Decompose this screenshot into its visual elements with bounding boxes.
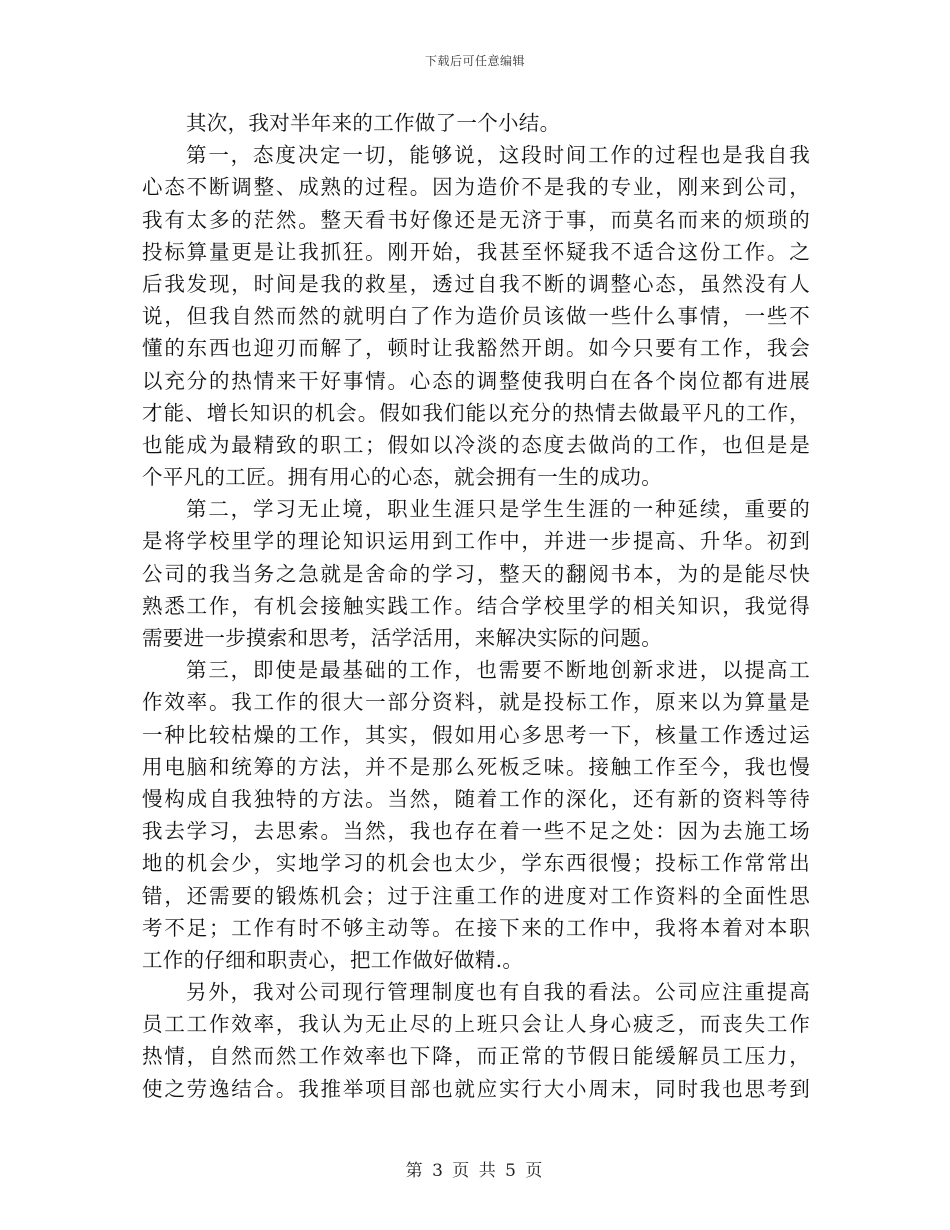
paragraph-line: 个平凡的工匠。拥有用心的心态，就会拥有一生的成功。 (142, 465, 662, 490)
paragraph-line: 我有太多的茫然。整天看书好像还是无济于事，而莫名而来的烦琐的 (142, 207, 810, 232)
paragraph-line: 用电脑和统筹的方法，并不是那么死板乏味。接触工作至今，我也慢 (142, 754, 810, 779)
paragraph-line: 公司的我当务之急就是舍命的学习，整天的翻阅书本，为的是能尽快 (142, 561, 810, 586)
paragraph-line: 慢构成自我独特的方法。当然，随着工作的深化，还有新的资料等待 (142, 786, 810, 811)
paragraph-line: 一种比较枯燥的工作，其实，假如用心多思考一下，核量工作透过运 (142, 722, 810, 747)
paragraph-line: 说，但我自然而然的就明白了作为造价员该做一些什么事情，一些不 (142, 304, 810, 329)
paragraph-line: 投标算量更是让我抓狂。刚开始，我甚至怀疑我不适合这份工作。之 (142, 239, 810, 264)
paragraph-line: 热情，自然而然工作效率也下降，而正常的节假日能缓解员工压力， (142, 1044, 810, 1069)
paragraph-line: 懂的东西也迎刃而解了，顿时让我豁然开朗。如今只要有工作，我会 (142, 336, 810, 361)
paragraph-line: 另外，我对公司现行管理制度也有自我的看法。公司应注重提高 (186, 980, 810, 1005)
paragraph-line: 也能成为最精致的职工；假如以冷淡的态度去做尚的工作，也但是是 (142, 432, 810, 457)
paragraph-line: 需要进一步摸索和思考，活学活用，来解决实际的问题。 (142, 626, 662, 650)
paragraph-line: 员工工作效率，我认为无止尽的上班只会让人身心疲乏，而丧失工作 (142, 1012, 810, 1037)
paragraph-line: 地的机会少，实地学习的机会也太少，学东西很慢；投标工作常常出 (142, 851, 810, 876)
paragraph-line: 错，还需要的锻炼机会；过于注重工作的进度对工作资料的全面性思 (142, 883, 810, 908)
document-body (142, 107, 810, 1105)
paragraph-line: 工作的仔细和职责心，把工作做好做精.。 (142, 947, 524, 972)
paragraph-line: 后我发现，时间是我的救星，透过自我不断的调整心态，虽然没有人 (142, 271, 810, 296)
paragraph-line: 第三，即使是最基础的工作，也需要不断地创新求进，以提高工 (186, 658, 810, 683)
paragraph-line: 第一，态度决定一切，能够说，这段时间工作的过程也是我自我 (186, 143, 810, 168)
paragraph-line: 是将学校里学的理论知识运用到工作中，并进一步提高、升华。初到 (142, 529, 810, 554)
paragraph-line: 第二，学习无止境，职业生涯只是学生生涯的一种延续，重要的 (186, 497, 810, 522)
paragraph-line: 熟悉工作，有机会接触实践工作。结合学校里学的相关知识，我觉得 (142, 593, 810, 618)
paragraph-line: 考不足；工作有时不够主动等。在接下来的工作中，我将本着对本职 (142, 915, 810, 940)
page-header: 下载后可任意编辑 (424, 54, 525, 68)
paragraph-line: 作效率。我工作的很大一部分资料，就是投标工作，原来以为算量是 (142, 690, 810, 715)
paragraph-line: 以充分的热情来干好事情。心态的调整使我明白在各个岗位都有进展 (142, 368, 810, 393)
paragraph-line: 使之劳逸结合。我推举项目部也就应实行大小周末，同时我也思考到 (142, 1076, 810, 1101)
paragraph-line: 心态不断调整、成熟的过程。因为造价不是我的专业，刚来到公司， (142, 175, 810, 200)
paragraph-line: 我去学习，去思索。当然，我也存在着一些不足之处：因为去施工场 (142, 819, 810, 844)
page-number-footer: 第 3 页 共 5 页 (405, 1161, 545, 1181)
paragraph-line: 才能、增长知识的机会。假如我们能以充分的热情去做最平凡的工作， (142, 400, 810, 425)
paragraph-line: 其次，我对半年来的工作做了一个小结。 (186, 111, 561, 135)
